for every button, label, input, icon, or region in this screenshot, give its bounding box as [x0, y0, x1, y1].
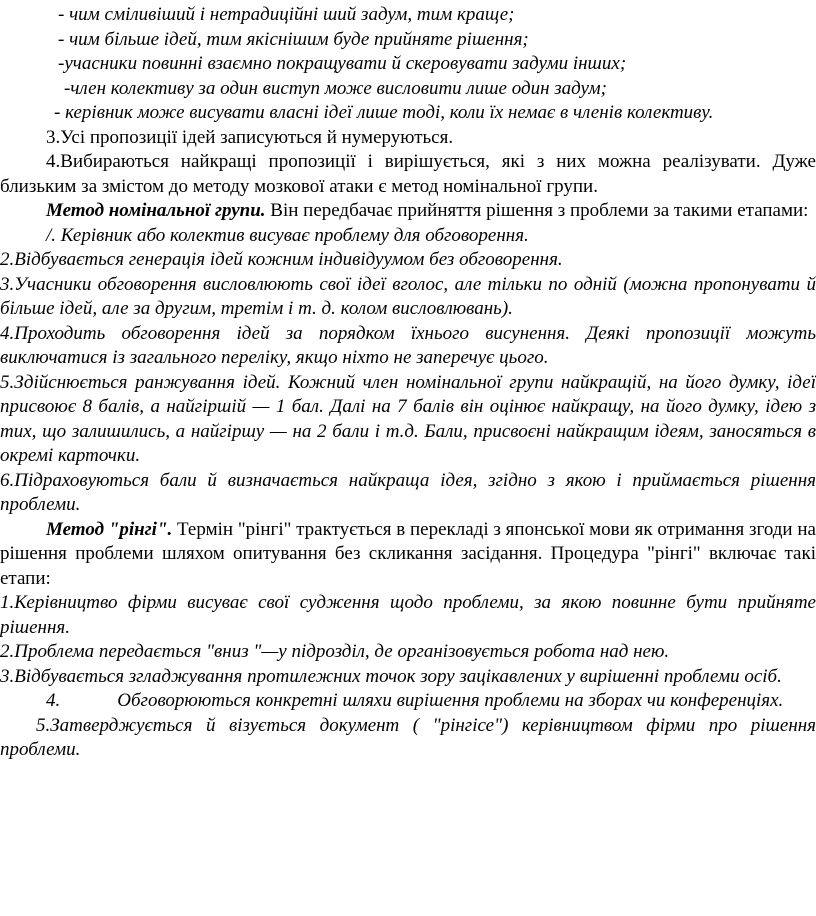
- ringi-item-5: 5.Затверджується й візується документ ( "рінгісе") керівництвом фірми про рішення проблеми.: [0, 714, 816, 760]
- ringi-intro: Термін "рінгі" трактується в перекладі з японської мови як отримання згоди на рішення проблеми шляхом опитування без скликання засідання. Процедура "рінгі" включає такі етапи:: [0, 518, 816, 589]
- nominal-item-2: 2.Відбувається генерація ідей кожним індивідуумом без обговорення.: [0, 249, 563, 270]
- nominal-item-3: 3.Учасники обговорення висловлюють свої ідеї вголос, але тільки по одній (можна пропонувати й більше ідей, але за другим, третім і т. д. колом висловлювань).: [0, 273, 816, 319]
- nominal-group-paragraph: [0, 199, 816, 224]
- ringi-heading: Метод "рінгі".: [46, 518, 173, 540]
- bullet-5: - керівник може висувати власні ідеї лише тоді, коли їх немає в членів колективу.: [54, 102, 714, 123]
- nominal-item-4: 4.Проходить обговорення ідей за порядком їхнього висунення. Деякі пропозиції можуть виключатися із загального переліку, якщо ніхто не заперечує цього.: [0, 322, 816, 368]
- bullet-3: -учасники повинні взаємно покращувати й скеровувати задуми інших;: [58, 53, 627, 74]
- ringi-item-2: 2.Проблема передається "вниз "—у підрозділ, де організовується робота над нею.: [0, 641, 670, 662]
- ringi-item-4: 4. Обговорюються конкретні шляхи вирішення проблеми на зборах чи конференціях.: [46, 690, 784, 711]
- bullet-2: - чим більше ідей, тим якіснішим буде прийняте рішення;: [58, 28, 529, 50]
- nominal-item-6: 6.Підраховуються бали й визначається найкраща ідея, згідно з якою і приймається рішення проблеми.: [0, 469, 816, 515]
- bullet-1: - чим сміливіший і нетрадиційні ший задум, тим краще;: [58, 4, 515, 25]
- nominal-item-1: /. Керівник або колектив висуває проблему для обговорення.: [46, 224, 529, 246]
- nominal-item-5: 5.Здійснюється ранжування ідей. Кожний член номінальної групи найкращій, на його думку, ідеї присвоює 8 балів, а найгіршій — 1 бал. Далі на 7 балів він оцінює найкращу, на його думку, ідею з тих, що залишились, а найгіршу — на 2 бали і т.д. Бали, присвоєні найкращим ідеям, заносяться в окремі карточки.: [0, 371, 816, 466]
- step-4: 4.Вибираються найкращі пропозиції і вирішується, які з них можна реалізувати. Дуже близьким за змістом до методу мозкової атаки є метод номінальної групи.: [0, 151, 816, 197]
- bullet-4: -член колективу за один виступ може висловити лише один задум;: [64, 77, 607, 99]
- ringi-item-1: 1.Керівництво фірми висуває свої судження щодо проблеми, за якою повинне бути прийняте рішення.: [0, 592, 816, 638]
- step-3: 3.Усі пропозиції ідей записуються й нумеруються.: [46, 126, 454, 148]
- ringi-paragraph: [0, 518, 816, 592]
- nominal-group-heading: Метод номінальної групи.: [46, 200, 266, 221]
- nominal-group-intro: Він передбачає прийняття рішення з проблеми за такими етапами:: [265, 200, 809, 221]
- ringi-item-3: 3.Відбувається згладжування протилежних точок зору зацікавлених у вирішенні проблеми осіб.: [0, 665, 782, 687]
